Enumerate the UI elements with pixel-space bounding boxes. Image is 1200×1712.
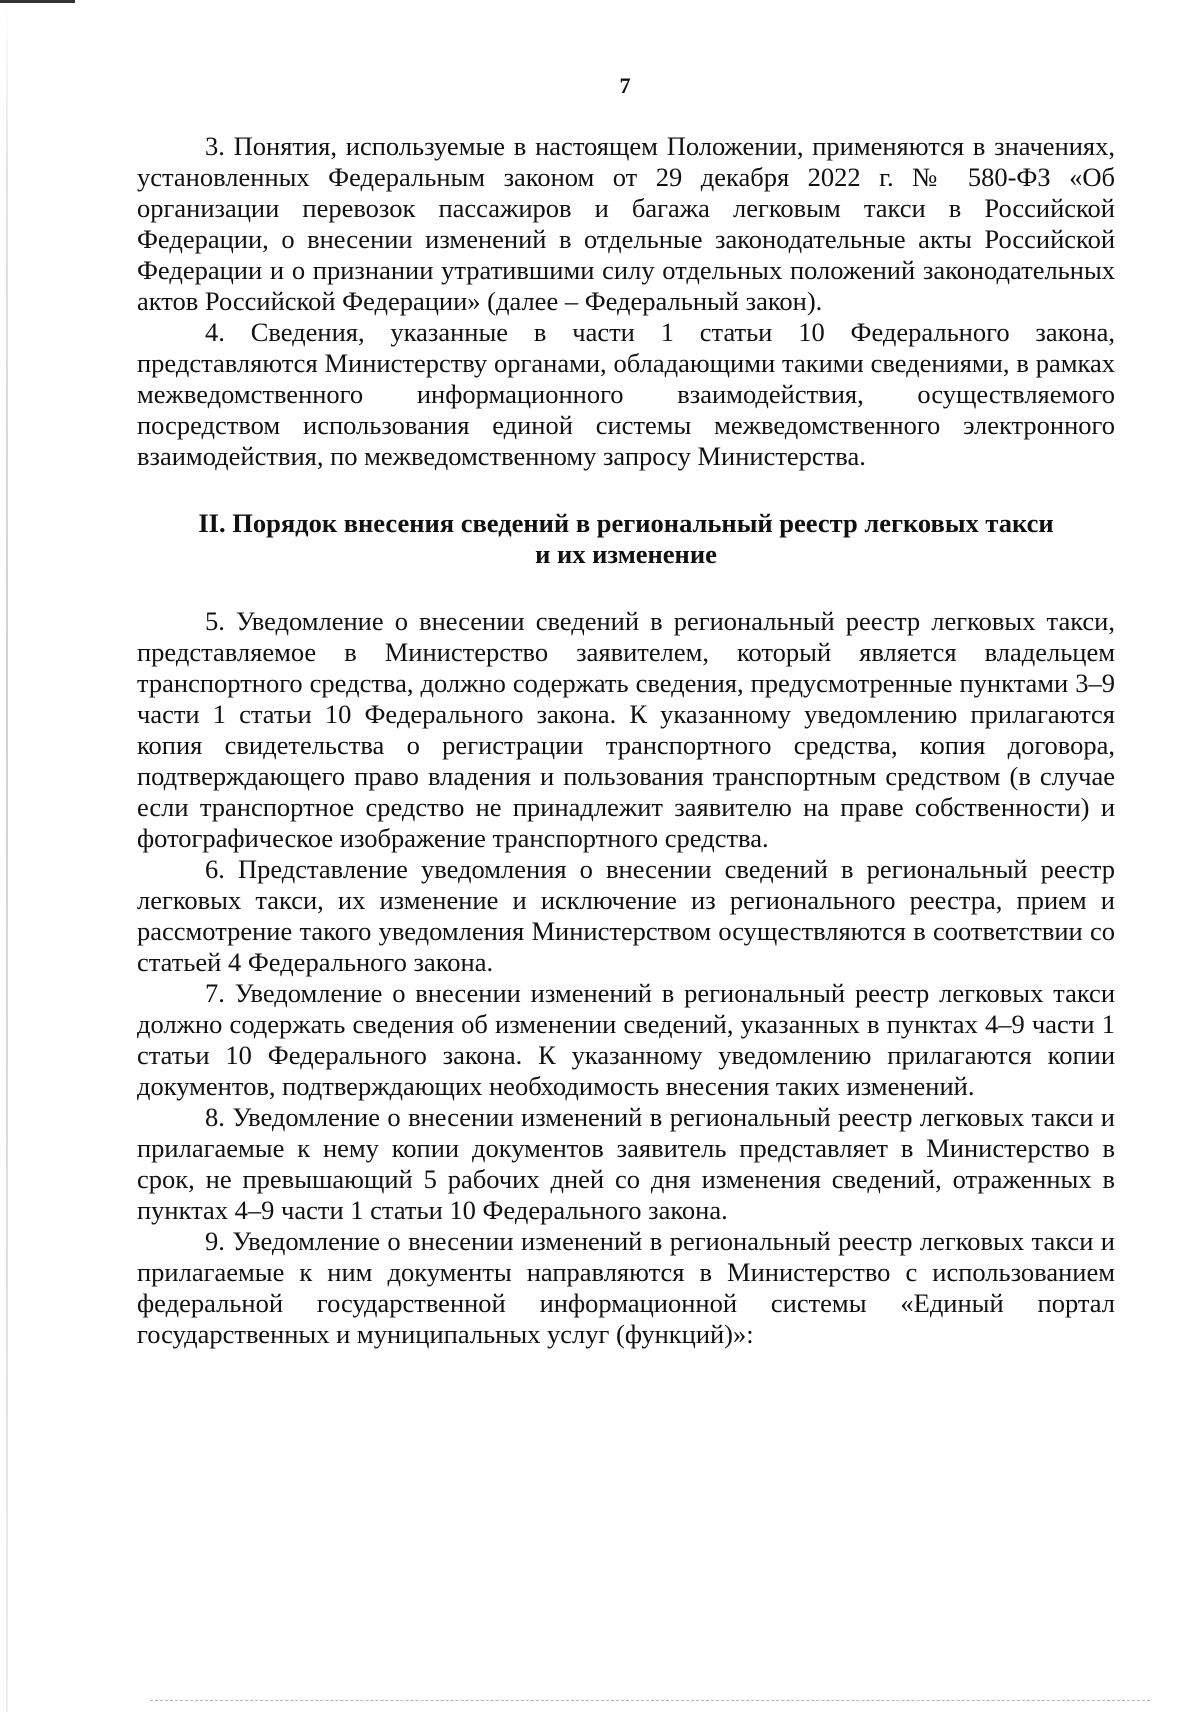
- paragraph-6: 6. Представление уведомления о внесении сведений в региональный реестр легковых такси, их изменение и исключение из регионального реестра, прием и рассмотрение такого уведомления Министерством осуществляются в соответствии со статьей 4 Федерального закона.: [137, 854, 1115, 977]
- paragraph-8: 8. Уведомление о внесении изменений в региональный реестр легковых такси и прилагаемые к нему копии документов заявитель представляет в Министерство в срок, не превышающий 5 рабочих дней со дня изменения сведений, отраженных в пунктах 4–9 части 1 статьи 10 Федерального закона.: [137, 1102, 1115, 1225]
- scan-edge-top: [0, 0, 75, 3]
- paragraph-7: 7. Уведомление о внесении изменений в региональный реестр легковых такси должно содержать сведения об изменении сведений, указанных в пунктах 4–9 части 1 статьи 10 Федерального закона. К указанному уведомлению прилагаются копии документов, подтверждающих необходимость внесения таких изменений.: [137, 978, 1115, 1101]
- paragraph-9: 9. Уведомление о внесении изменений в региональный реестр легковых такси и прилагаемые к ним документы направляются в Министерство с использованием федеральной государственной информационной системы «Единый портал государственных и муниципальных услуг (функций)»:: [137, 1226, 1115, 1349]
- paragraph-5: 5. Уведомление о внесении сведений в региональный реестр легковых такси, представляемое в Министерство заявителем, который является владельцем транспортного средства, должно содержать сведения, предусмотренные пунктами 3–9 части 1 статьи 10 Федерального закона. К указанному уведомлению прилагаются копия свидетельства о регистрации транспортного средства, копия договора, подтверждающего право владения и пользования транспортным средством (в случае если транспортное средство не принадлежит заявителю на праве собственности) и фотографическое изображение транспортного средства.: [137, 606, 1115, 853]
- section-heading: [137, 508, 1115, 570]
- document-body: [137, 131, 1115, 1350]
- page-number: 7: [619, 73, 631, 98]
- section-heading-line-2: и их изменение: [535, 539, 717, 569]
- scan-edge-left: [6, 0, 8, 1712]
- paragraph-3: 3. Понятия, используемые в настоящем Положении, применяются в значениях, установленных Федеральным законом от 29 декабря 2022 г. № 580-ФЗ «Об организации перевозок пассажиров и багажа легковым такси в Российской Федерации, о внесении изменений в отдельные законодательные акты Российской Федерации и о признании утратившими силу отдельных положений законодательных актов Российской Федерации» (далее – Федеральный закон).: [137, 131, 1115, 316]
- scan-edge-bottom: [150, 1700, 1150, 1701]
- paragraph-4: 4. Сведения, указанные в части 1 статьи 10 Федерального закона, представляются Министерству органами, обладающими такими сведениями, в рамках межведомственного информационного взаимодействия, осуществляемого посредством использования единой системы межведомственного электронного взаимодействия, по межведомственному запросу Министерства.: [137, 317, 1115, 471]
- section-heading-line-1: II. Порядок внесения сведений в региональный реестр легковых такси: [198, 508, 1054, 538]
